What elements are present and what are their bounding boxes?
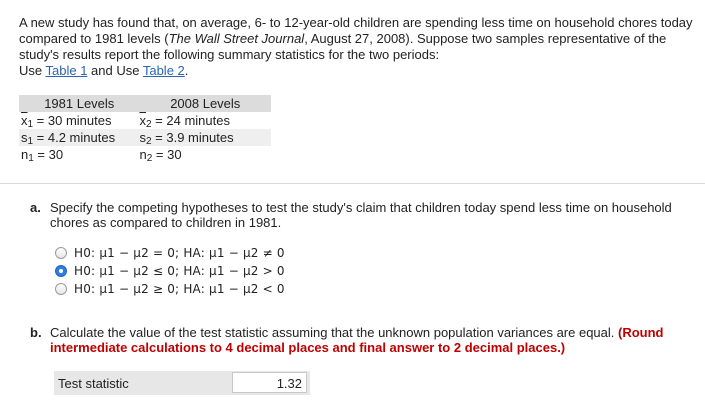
intro-text: A new study has found that, on average, 6- to 12-year-old children are spending less time on household chores today compared to 1981 levels ( [19, 15, 693, 46]
hypotheses-options [55, 244, 285, 298]
rounding-note: (Round intermediate calculations to 4 decimal places and final answer to 2 decimal places.) [50, 325, 664, 355]
hypothesis-option-2[interactable] [55, 262, 285, 280]
use-middle: and Use [87, 63, 143, 78]
table-header-row [19, 95, 271, 112]
sd-2008: s2 = 3.9 minutes [138, 129, 272, 146]
use-suffix: . [184, 63, 189, 78]
intro-text-2: , August 27, 2008). Suppose two samples representative of the study's results report the following summary statistics for the two periods: [19, 31, 667, 62]
table-row-mean [19, 112, 271, 129]
part-b-question [30, 325, 690, 355]
option-3-text: H0: μ1 − μ2 ≥ 0; HA: μ1 − μ2 < 0 [74, 282, 285, 296]
source-title: The Wall Street Journal [168, 31, 305, 46]
radio-button-selected[interactable] [55, 265, 67, 277]
summary-statistics-table [19, 95, 271, 163]
n-2008: n2 = 30 [139, 147, 182, 164]
test-statistic-label: Test statistic [58, 376, 129, 391]
use-prefix: Use [19, 63, 46, 78]
radio-button[interactable] [55, 283, 67, 295]
option-1-text: H0: μ1 − μ2 = 0; HA: μ1 − μ2 ≠ 0 [74, 246, 285, 260]
part-a-label: a. [30, 200, 41, 215]
option-2-text: H0: μ1 − μ2 ≤ 0; HA: μ1 − μ2 > 0 [74, 264, 285, 278]
radio-button[interactable] [55, 247, 67, 259]
part-a-text: Specify the competing hypotheses to test the study's claim that children today spend less time on household chores as compared to children in 1981. [50, 200, 672, 230]
table-2-link[interactable]: Table 2 [142, 63, 185, 78]
table-row-sd [19, 129, 271, 146]
table-1-link[interactable]: Table 1 [45, 63, 88, 78]
test-statistic-input[interactable]: 1.32 [232, 372, 307, 393]
part-b-label: b. [30, 325, 42, 340]
section-divider [0, 183, 705, 184]
part-b-text [50, 325, 690, 355]
mean-1981: $\overline{x}1 = 30$ minutes [21, 113, 112, 130]
n-1981: n1 = 30 [21, 147, 64, 164]
part-a-question [30, 200, 690, 230]
mean-2008: $\overline{x}2 = 24$ minutes [139, 113, 230, 130]
sd-1981: s1 = 4.2 minutes [19, 129, 138, 146]
problem-intro [19, 15, 694, 79]
hypothesis-option-1[interactable] [55, 244, 285, 262]
header-2008: 2008 Levels [138, 95, 272, 112]
table-row-n [19, 146, 271, 163]
part-b-body: Calculate the value of the test statistic assuming that the unknown population variances are equal. [50, 325, 619, 340]
hypothesis-option-3[interactable] [55, 280, 285, 298]
test-statistic-row [54, 371, 310, 395]
header-1981: 1981 Levels [19, 95, 138, 112]
